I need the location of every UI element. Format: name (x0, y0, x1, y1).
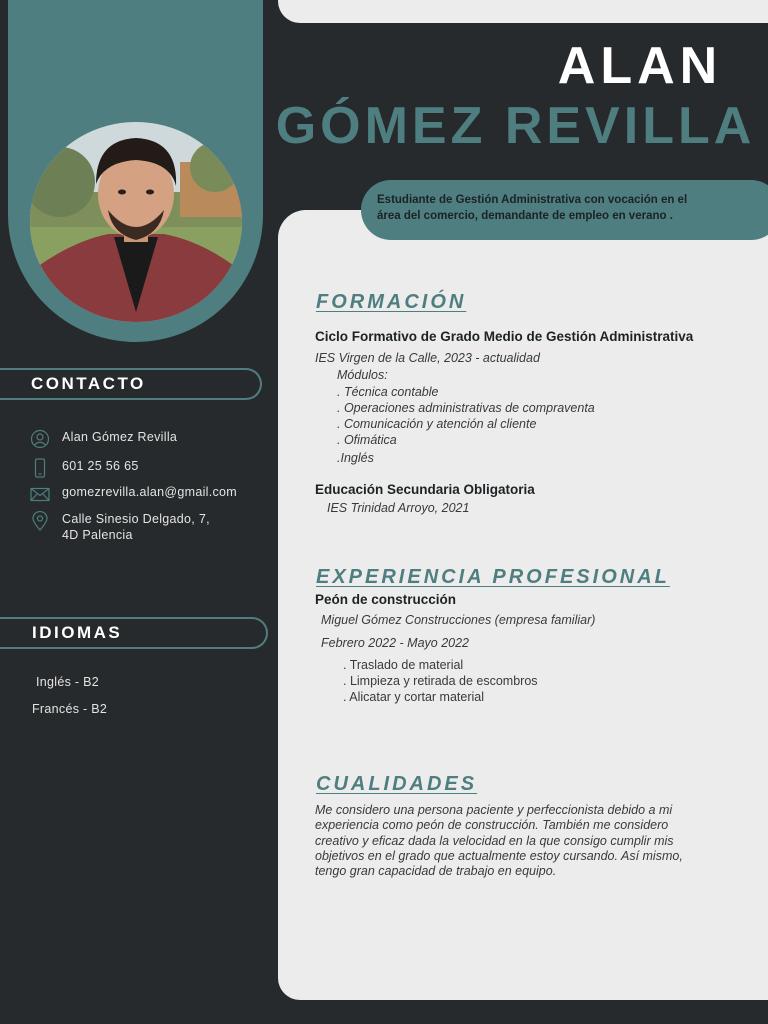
job-title: Peón de construcción (315, 592, 457, 607)
top-decorative-bar (278, 0, 768, 23)
first-name: ALAN (557, 37, 723, 95)
contact-email-text: gomezrevilla.alan@gmail.com (62, 485, 238, 499)
contact-phone[interactable] (30, 458, 139, 478)
modules-label: Módulos: (337, 368, 388, 382)
cualidades-paragraph (315, 803, 749, 879)
address-line: Calle Sinesio Delgado, 7, (62, 512, 210, 526)
contact-address (30, 511, 210, 543)
location-pin-icon (30, 511, 50, 531)
module-item: . Comunicación y atención al cliente (337, 417, 537, 431)
paragraph-line: tengo gran capacidad de trabajo en equipo. (315, 864, 557, 879)
degree-institution: IES Virgen de la Calle, 2023 - actualidad (315, 351, 540, 365)
job-task: . Traslado de material (343, 658, 464, 672)
languages-heading: IDIOMAS (0, 617, 268, 649)
module-item: . Operaciones administrativas de compraventa (337, 401, 595, 415)
degree-name: Educación Secundaria Obligatoria (315, 482, 535, 497)
contact-name (30, 429, 177, 449)
paragraph-line: creativo y eficaz dada la velocidad en la que consigo cumplir mis (315, 833, 674, 848)
tagline-line: área del comercio, demandante de empleo en verano . (377, 210, 673, 222)
language-item: Inglés - B2 (36, 675, 100, 689)
contact-name-text: Alan Gómez Revilla (62, 430, 178, 444)
job-task: . Alicatar y cortar material (343, 690, 485, 704)
degree-name: Ciclo Formativo de Grado Medio de Gestión Administrativa (315, 329, 694, 344)
cualidades-title: CUALIDADES (316, 773, 478, 795)
profile-photo (30, 122, 242, 322)
contact-email[interactable] (30, 484, 237, 504)
contact-heading: CONTACTO (0, 368, 262, 400)
address-line: 4D Palencia (62, 528, 133, 542)
module-item: .Inglés (337, 451, 374, 465)
module-item: . Ofimática (337, 433, 397, 447)
user-icon (30, 429, 50, 449)
last-name: GÓMEZ REVILLA (275, 97, 756, 155)
contact-phone-text: 601 25 56 65 (62, 459, 139, 473)
module-item: . Técnica contable (337, 385, 439, 399)
experiencia-title: EXPERIENCIA PROFESIONAL (316, 566, 670, 588)
phone-icon (30, 458, 50, 478)
paragraph-line: experiencia como peón de construcción. También me considero (315, 818, 669, 833)
degree-institution: IES Trinidad Arroyo, 2021 (327, 501, 470, 515)
formacion-title: FORMACIÓN (316, 291, 467, 313)
tagline-line: Estudiante de Gestión Administrativa con vocación en el (377, 194, 688, 206)
job-task: . Limpieza y retirada de escombros (343, 674, 538, 688)
mail-icon (30, 484, 50, 504)
job-dates: Febrero 2022 - Mayo 2022 (321, 636, 470, 650)
paragraph-line: objetivos en el grado que actualmente estoy cursando. Así mismo, (315, 848, 683, 863)
job-company: Miguel Gómez Construcciones (empresa familiar) (321, 613, 596, 627)
tagline-banner (361, 180, 768, 240)
language-item: Francés - B2 (32, 702, 108, 716)
paragraph-line: Me considero una persona paciente y perfeccionista debido a mi (315, 803, 673, 817)
